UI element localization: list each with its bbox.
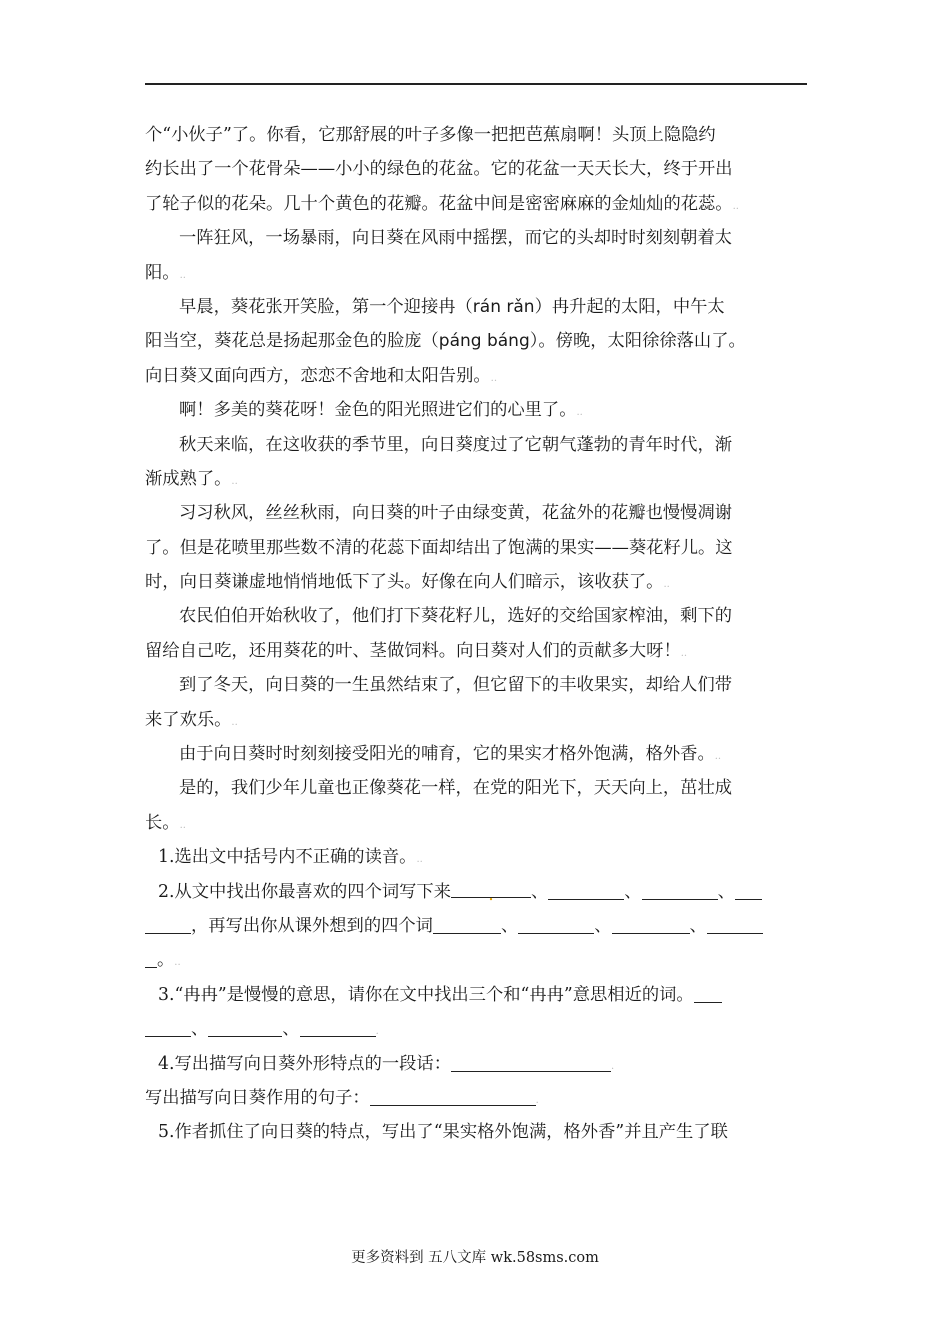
text-line: 约长出了一个花骨朵——小小的绿色的花盆。它的花盆一天天长大，终于开出 <box>145 159 733 180</box>
question-1: 1.选出文中括号内不正确的读音。.. <box>158 847 423 868</box>
text-line: 一阵狂风，一场暴雨，向日葵在风雨中摇摆，而它的头却时时刻刻朝着太 <box>179 228 733 249</box>
answer-blank[interactable] <box>518 914 594 934</box>
text-line: 农民伯伯开始秋收了，他们打下葵花籽儿，选好的交给国家榨油，剩下的 <box>179 606 733 627</box>
answer-blank[interactable] <box>694 983 722 1003</box>
pinyin-option: páng báng <box>438 331 530 352</box>
text-line: 啊！多美的葵花呀！金色的阳光照进它们的心里了。.. <box>179 400 583 421</box>
pinyin-option: rán rǎn <box>472 296 535 317</box>
text-line: 留给自己吃，还用葵花的叶、茎做饲料。向日葵对人们的贡献多大呀！.. <box>145 640 688 661</box>
text-line: 阳。.. <box>145 262 186 283</box>
question-2: 2.从文中找出你最喜欢的四个词写下来 . 、 、 、 <box>145 875 810 909</box>
text-line: 来了欢乐。.. <box>145 709 238 730</box>
answer-blank[interactable] <box>735 880 762 900</box>
answer-blank[interactable] <box>370 1086 536 1106</box>
answer-blank[interactable] <box>707 914 763 934</box>
answer-blank[interactable] <box>300 1017 376 1037</box>
text-line: 是的，我们少年儿童也正像葵花一样，在党的阳光下，天天向上，茁壮成 <box>179 778 733 799</box>
text-line: 了轮子似的花朵。几十个黄色的花瓣。花盆中间是密密麻麻的金灿灿的花蕊。.. <box>145 193 739 214</box>
text-line: 个“小伙子”了。你看，它那舒展的叶子多像一把把芭蕉扇啊！头顶上隐隐约 <box>145 125 716 145</box>
text-line: 阳当空，葵花总是扬起那金色的脸庞（páng báng）。傍晚，太阳徐徐落山了。 <box>145 331 746 352</box>
text-line: 秋天来临，在这收获的季节里，向日葵度过了它朝气蓬勃的青年时代，渐 <box>179 434 733 455</box>
answer-blank[interactable] <box>642 880 718 900</box>
text-line: 由于向日葵时时刻刻接受阳光的哺育，它的果实才格外饱满，格外香。.. <box>179 744 722 765</box>
question-4: 4.写出描写向日葵外形特点的一段话： . <box>158 1053 615 1074</box>
question-4-cont: 写出描写向日葵作用的句子： . <box>145 1087 539 1108</box>
answer-blank[interactable] <box>548 880 624 900</box>
text-line: 渐成熟了。.. <box>145 468 238 489</box>
answer-blank[interactable]: . <box>451 878 531 898</box>
answer-blank[interactable] <box>612 914 690 934</box>
text-line: 了。但是花喷里那些数不清的花蕊下面却结出了饱满的果实——葵花籽儿。这 <box>145 537 733 558</box>
answer-blank[interactable] <box>145 948 157 968</box>
question-2-cont: ，再写出你从课外想到的四个词 、 、 、 <box>145 909 810 943</box>
page-footer: 更多资料到 五八文库 wk.58sms.com <box>351 1250 599 1266</box>
answer-blank[interactable] <box>145 914 191 934</box>
question-2-end: 。.. <box>145 943 810 977</box>
answer-blank[interactable] <box>433 914 501 934</box>
text-line: 习习秋风，丝丝秋雨，向日葵的叶子由绿变黄，花盆外的花瓣也慢慢凋谢 <box>179 503 733 524</box>
question-5: 5.作者抓住了向日葵的特点，写出了“果实格外饱满，格外香”并且产生了联 <box>158 1122 728 1143</box>
text-line: 到了冬天，向日葵的一生虽然结束了，但它留下的丰收果实，却给人们带 <box>179 675 733 696</box>
text-line: 时，向日葵谦虚地悄悄地低下了头。好像在向人们暗示，该收获了。.. <box>145 572 670 593</box>
question-3-cont: 、 、 . <box>145 1012 810 1046</box>
document-body <box>145 118 810 1150</box>
header-rule <box>145 83 807 85</box>
answer-blank[interactable] <box>145 1017 191 1037</box>
answer-blank[interactable] <box>451 1052 611 1072</box>
question-3: 3.“冉冉”是慢慢的意思，请你在文中找出三个和“冉冉”意思相近的词。 <box>145 978 810 1012</box>
text-line: 早晨，葵花张开笑脸，第一个迎接冉（rán rǎn）冉升起的太阳，中午太 <box>179 296 725 317</box>
answer-blank[interactable] <box>208 1017 282 1037</box>
text-line: 向日葵又面向西方，恋恋不舍地和太阳告别。.. <box>145 365 497 386</box>
text-line: 长。.. <box>145 812 186 833</box>
